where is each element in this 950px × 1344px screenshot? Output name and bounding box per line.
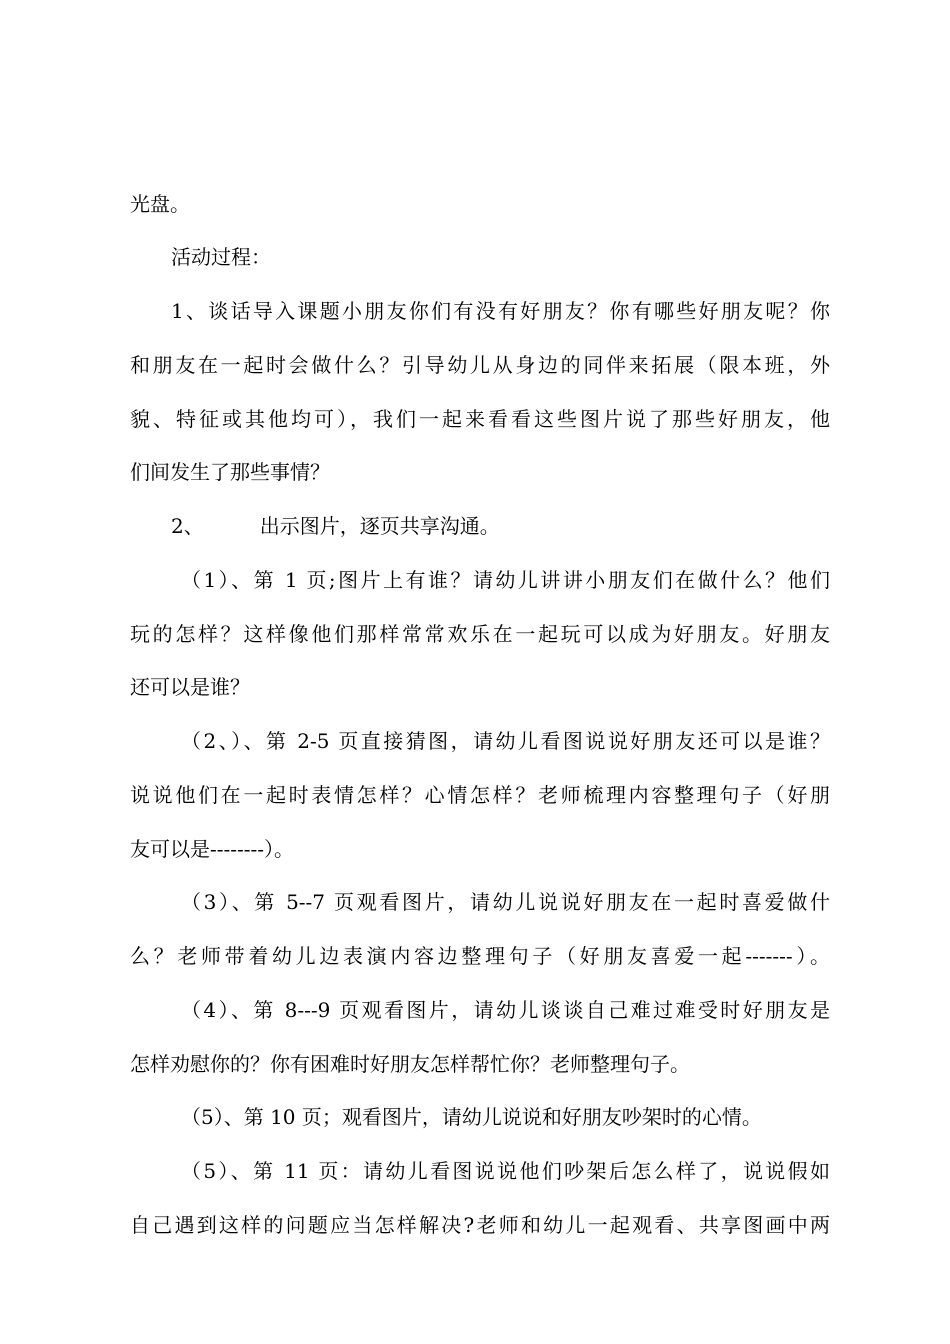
text-line-5: 貌、特征或其他均可），我们一起来看看这些图片说了那些好朋友，他 <box>130 407 830 431</box>
list-text: 出示图片，逐页共享沟通。 <box>259 514 500 538</box>
text-line-1: 光盘。 <box>130 192 190 216</box>
text-line-9: 玩的怎样？这样像他们那样常常欢乐在一起玩可以成为好朋友。好朋友 <box>130 622 830 646</box>
text-line-19: （5）、第 11 页：请幼儿看图说说他们吵架后怎么样了，说说假如 <box>181 1159 830 1183</box>
text-line-20: 自己遇到这样的问题应当怎样解决?老师和幼儿一起观看、共享图画中两 <box>130 1213 830 1237</box>
text-line-15: 么？老师带着幼儿边表演内容边整理句子（好朋友喜爱一起-------）。 <box>130 944 830 968</box>
text-line-2: 活动过程： <box>171 245 271 269</box>
text-line-11: （2、）、第 2-5 页直接猜图，请幼儿看图说说好朋友还可以是谁？ <box>181 729 830 753</box>
text-line-10: 还可以是谁？ <box>130 675 250 699</box>
list-number: 2、 <box>171 514 204 538</box>
text-line-3: 1、谈话导入课题小朋友你们有没有好朋友？你有哪些好朋友呢？你 <box>171 299 830 323</box>
text-line-16: （4）、第 8---9 页观看图片，请幼儿谈谈自己难过难受时好朋友是 <box>181 998 830 1022</box>
text-line-6: 们间发生了那些事情？ <box>130 460 330 484</box>
text-line-4: 和朋友在一起时会做什么？引导幼儿从身边的同伴来拓展（限本班，外 <box>130 353 830 377</box>
text-line-7 <box>171 513 830 539</box>
text-line-13: 友可以是--------）。 <box>130 837 295 861</box>
text-line-8: （1）、第 1 页;图片上有谁？请幼儿讲讲小朋友们在做什么？他们 <box>181 568 830 592</box>
text-line-12: 说说他们在一起时表情怎样？心情怎样？老师梳理内容整理句子（好朋 <box>130 783 830 807</box>
text-line-18: （5）、第 10 页；观看图片，请幼儿说说和好朋友吵架时的心情。 <box>181 1105 762 1129</box>
text-line-14: （3）、第 5--7 页观看图片，请幼儿说说好朋友在一起时喜爱做什 <box>181 890 830 914</box>
text-line-17: 怎样劝慰你的？你有困难时好朋友怎样帮忙你？老师整理句子。 <box>130 1052 690 1076</box>
